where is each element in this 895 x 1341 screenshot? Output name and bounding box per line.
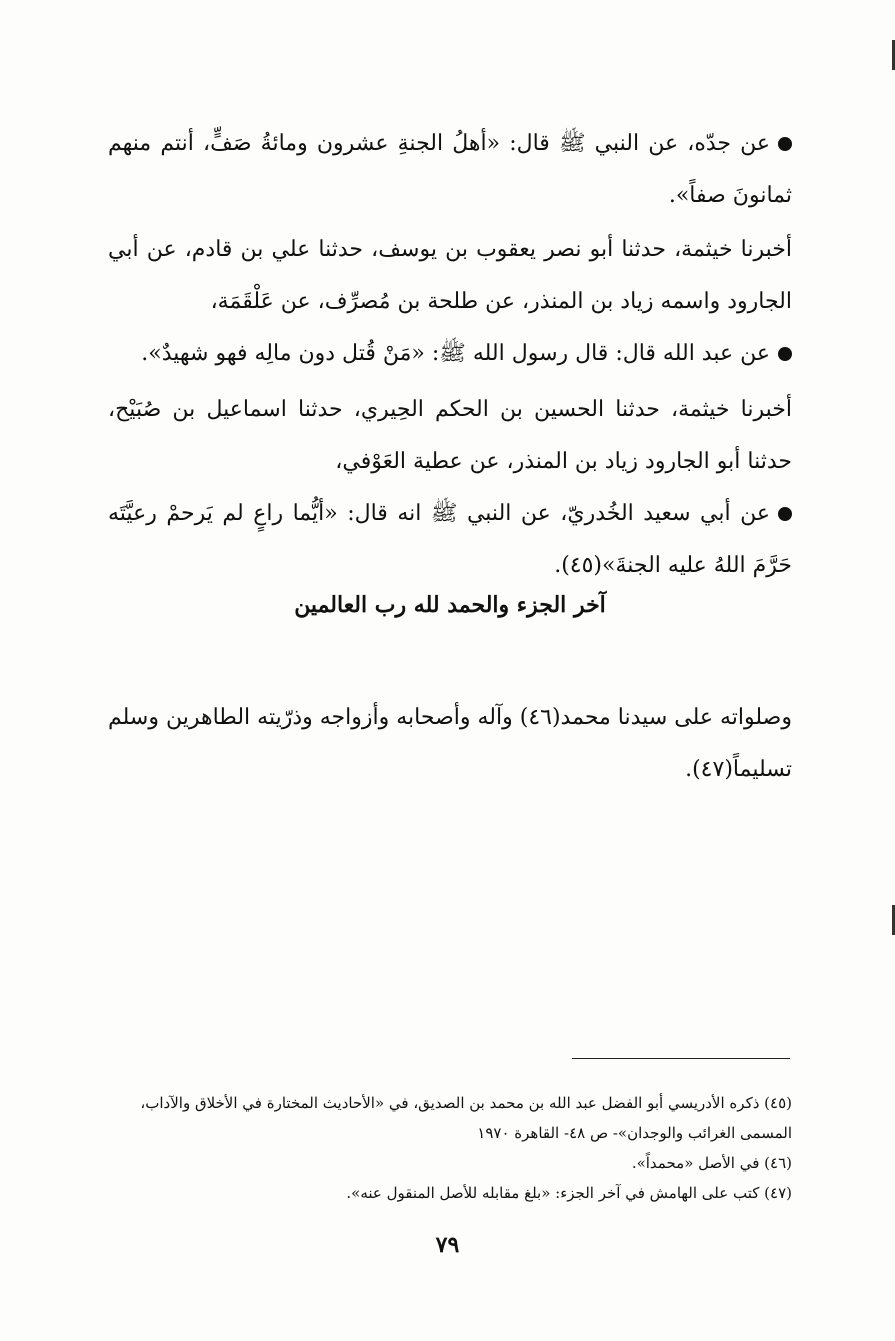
page-number: ٧٩ [435,1232,460,1258]
footnote: (٤٧) كتب على الهامش في آخر الجزء: «بلغ مقابله للأصل المنقول عنه». [346,1184,792,1202]
section-end-heading: آخر الجزء والحمد لله رب العالمين [294,592,606,618]
bullet-icon [778,347,792,361]
paragraph-1 [108,118,792,222]
paragraph-text: عن جدّه، عن النبي ﷺ قال: «أهلُ الجنةِ عشرون ومائةُ صَفٍّ، أنتم منهم ثمانونَ صفاً». [108,131,792,208]
paragraph-text: أخبرنا خيثمة، حدثنا الحسين بن الحكم الحِيري، حدثنا اسماعيل بن صُبَيْح، حدثنا أبو الجارود زياد بن المنذر، عن عطية العَوْفي، [108,397,792,474]
paragraph-text: أخبرنا خيثمة، حدثنا أبو نصر يعقوب بن يوسف، حدثنا علي بن قادم، عن أبي الجارود واسمه زياد بن المنذر، عن طلحة بن مُصرِّف، عن عَلْقَمَة، [108,237,792,314]
paragraph-3 [108,328,792,380]
bullet-icon [778,507,792,521]
paragraph-text: عن عبد الله قال: قال رسول الله ﷺ: «مَنْ قُتل دون مالِه فهو شهيدٌ». [141,341,770,366]
paragraph-text: وصلواته على سيدنا محمد(٤٦) وآله وأصحابه وأزواجه وذرّيته الطاهرين وسلم تسليماً(٤٧). [108,705,792,782]
footnote: (٤٥) ذكره الأدريسي أبو الفضل عبد الله بن محمد بن الصديق، في «الأحاديث المختارة في الأخلاق والآداب، المسمى الغرائب والوجدان»- ص ٤٨- القاهرة ١٩٧٠ [140,1094,792,1142]
footnotes [108,1088,792,1208]
paragraph-2 [108,224,792,328]
closing-paragraph [108,692,792,796]
paragraph-5 [108,488,792,592]
paragraph-text: عن أبي سعيد الخُدريّ، عن النبي ﷺ انه قال: «أيُّما راعٍ لم يَرحمْ رعيَّتَه حَرَّمَ اللهُ عليه الجنةَ»(٤٥). [108,501,792,578]
paragraph-4 [108,384,792,488]
bullet-icon [778,137,792,151]
footnote-divider [572,1058,790,1059]
footnote: (٤٦) في الأصل «محمداً». [631,1154,792,1172]
